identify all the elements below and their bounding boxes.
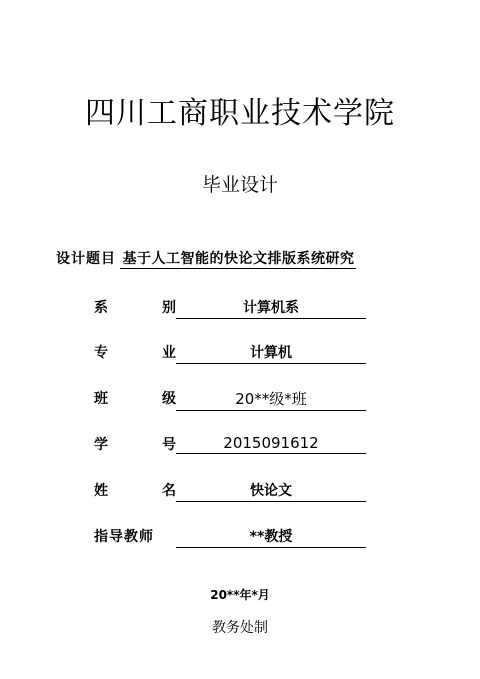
school-name: 四川工商职业技术学院: [85, 96, 395, 131]
field-label: 专 业: [94, 345, 176, 361]
footer-office: 教务处制: [212, 620, 268, 636]
field-student-id: [94, 434, 384, 458]
field-value: 2015091612: [176, 434, 366, 454]
field-label: 指导教师: [94, 529, 154, 545]
field-class: [94, 388, 384, 412]
field-major: [94, 342, 384, 366]
field-advisor: [94, 526, 384, 550]
field-label: 姓 名: [94, 483, 176, 499]
field-name: [94, 480, 384, 504]
field-value: 计算机: [176, 342, 366, 364]
field-value: 计算机系: [176, 297, 366, 319]
field-label: 班 级: [94, 391, 176, 407]
footer-date: 20**年*月: [210, 588, 270, 602]
thesis-title-label: 设计题目: [56, 251, 116, 267]
field-value: 快论文: [176, 480, 366, 502]
document-type: 毕业设计: [201, 174, 278, 196]
field-value: 20**级*班: [176, 388, 366, 411]
field-label: 学 号: [94, 437, 176, 453]
field-value: **教授: [176, 526, 366, 548]
field-label: 系 别: [94, 300, 176, 316]
thesis-title-value: 基于人工智能的快论文排版系统研究: [122, 251, 355, 267]
field-department: [94, 297, 384, 321]
thesis-title-row: [56, 248, 436, 268]
